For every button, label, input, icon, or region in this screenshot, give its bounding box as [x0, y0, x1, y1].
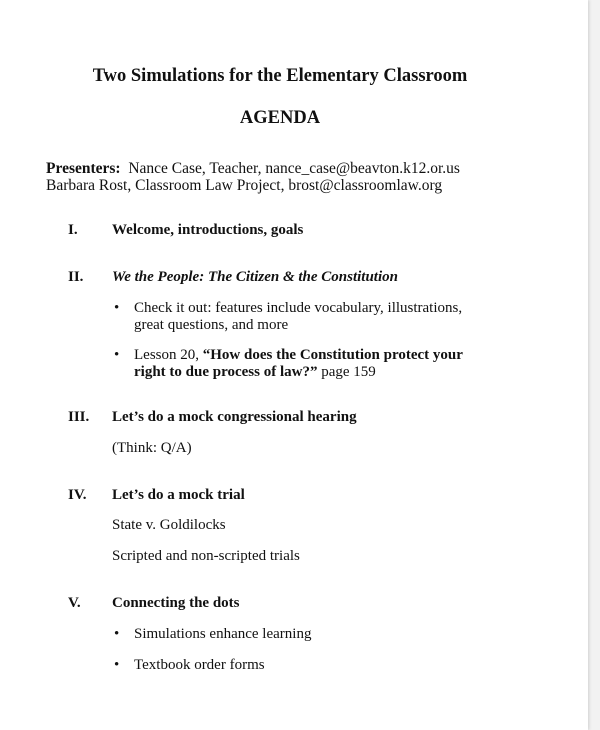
lesson-quote-part-2: right to due process of law?” — [134, 364, 318, 380]
section-heading: We the People: The Citizen & the Constitution — [112, 269, 398, 285]
section-heading: Let’s do a mock congressional hearing — [112, 409, 357, 425]
presenter-nance: Nance Case, Teacher, nance_case@beavton.k12.or.us — [128, 160, 460, 177]
section-heading: Connecting the dots — [112, 595, 240, 611]
section-heading: Welcome, introductions, goals — [112, 222, 304, 238]
section-note: State v. Goldilocks — [112, 517, 226, 533]
list-item-line — [134, 364, 514, 381]
presenter-barbara: Barbara Rost, Classroom Law Project, brost@classroomlaw.org — [46, 177, 443, 194]
section-number: I. — [68, 222, 78, 238]
document-title: Two Simulations for the Elementary Classroom — [92, 66, 468, 86]
section-number: III. — [68, 409, 90, 425]
section-note: Scripted and non-scripted trials — [112, 548, 300, 564]
section-number: V. — [68, 595, 81, 611]
section-heading: Let’s do a mock trial — [112, 487, 245, 503]
list-item: Simulations enhance learning — [134, 626, 312, 642]
list-item-line: great questions, and more — [134, 317, 289, 333]
list-item: Textbook order forms — [134, 657, 265, 673]
list-item-line: Check it out: features include vocabulary, illustrations, — [134, 300, 463, 316]
list-item — [134, 300, 514, 334]
presenters-line-1 — [46, 160, 460, 177]
list-item-line — [134, 347, 514, 364]
bullet-glyph: • — [114, 300, 120, 316]
lesson-page: page 159 — [317, 364, 376, 380]
list-item — [134, 347, 514, 381]
agenda-heading: AGENDA — [239, 108, 321, 128]
lesson-quote-part-1: “How does the Constitution protect your — [202, 347, 463, 363]
bullet-glyph: • — [114, 347, 120, 363]
lesson-prefix: Lesson 20, — [134, 347, 203, 363]
bullet-glyph: • — [114, 657, 120, 673]
presenters-label: Presenters: — [46, 160, 121, 177]
presenters-block — [46, 160, 460, 194]
bullet-glyph: • — [114, 626, 120, 642]
section-number: IV. — [68, 487, 87, 503]
section-note: (Think: Q/A) — [112, 440, 192, 456]
section-number: II. — [68, 269, 84, 285]
